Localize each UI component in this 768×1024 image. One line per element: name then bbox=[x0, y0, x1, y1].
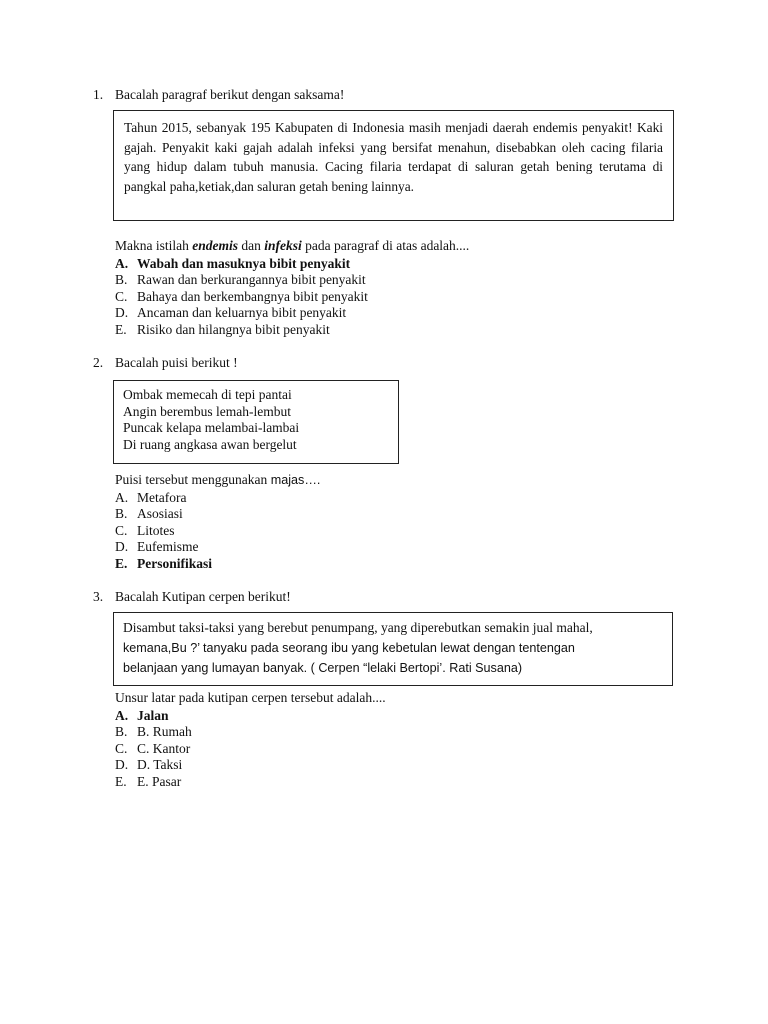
question-2-body bbox=[115, 472, 675, 573]
question-number: 1. bbox=[93, 87, 104, 102]
option-d[interactable]: D. D. Taksi bbox=[115, 757, 183, 773]
excerpt-box bbox=[113, 612, 673, 686]
poem-line: Ombak memecah di tepi pantai bbox=[123, 387, 292, 402]
question-text: Puisi tersebut menggunakan majas…. bbox=[115, 472, 321, 487]
option-a[interactable]: A. Jalan bbox=[115, 707, 169, 723]
question-stem: Bacalah Kutipan cerpen berikut! bbox=[115, 589, 291, 604]
option-e[interactable]: E. E. Pasar bbox=[115, 773, 182, 789]
poem-line: Di ruang angkasa awan bergelut bbox=[123, 436, 297, 452]
option-c[interactable]: C. Bahaya dan berkembangnya bibit penyakit bbox=[115, 288, 368, 304]
poem-line: Angin berembus lemah-lembut bbox=[123, 403, 291, 419]
term-infeksi: infeksi bbox=[264, 238, 302, 253]
question-3 bbox=[93, 589, 683, 606]
passage-text: Tahun 2015, sebanyak 195 Kabupaten di Indonesia masih menjadi daerah endemis penyakit! Kaki gajah. Penyakit kaki gajah adalah infeksi yang bersifat menahun, disebabkan oleh cacing filaria yang hidup dalam tubuh manusia. Cacing filaria terdapat di saluran getah bening terutama di pangkal paha,ketiak,dan saluran getah bening lainnya. bbox=[124, 120, 663, 194]
excerpt-line: belanjaan yang lumayan banyak. ( Cerpen “lelaki Bertopi’. Rati Susana) bbox=[123, 661, 523, 675]
option-d[interactable]: D. Ancaman dan keluarnya bibit penyakit bbox=[115, 305, 347, 321]
question-stem: Bacalah paragraf berikut dengan saksama! bbox=[115, 87, 345, 102]
option-a[interactable]: A. Metafora bbox=[115, 489, 187, 505]
option-b[interactable]: B. Asosiasi bbox=[115, 506, 183, 522]
option-d[interactable]: D. Eufemisme bbox=[115, 539, 199, 555]
question-1 bbox=[93, 87, 683, 104]
option-e[interactable]: E. Personifikasi bbox=[115, 555, 213, 571]
question-number: 3. bbox=[93, 589, 104, 604]
question-1-body bbox=[115, 238, 675, 339]
option-b[interactable]: B. Rawan dan berkurangannya bibit penyakit bbox=[115, 272, 366, 288]
question-number: 2. bbox=[93, 355, 104, 370]
option-c[interactable]: C. C. Kantor bbox=[115, 740, 191, 756]
question-2 bbox=[93, 355, 683, 372]
question-stem: Bacalah puisi berikut ! bbox=[115, 355, 238, 370]
question-3-body bbox=[115, 690, 675, 791]
passage-box bbox=[113, 110, 674, 221]
poem-box bbox=[113, 380, 399, 464]
term-endemis: endemis bbox=[192, 238, 238, 253]
option-c[interactable]: C. Litotes bbox=[115, 522, 175, 538]
question-text: Makna istilah endemis dan infeksi pada paragraf di atas adalah.... bbox=[115, 238, 470, 253]
poem-line: Puncak kelapa melambai-lambai bbox=[123, 420, 300, 436]
option-a[interactable]: A. Wabah dan masuknya bibit penyakit bbox=[115, 255, 351, 271]
excerpt-line: Disambut taksi-taksi yang berebut penumpang, yang diperebutkan semakin jual mahal, bbox=[123, 620, 593, 635]
option-e[interactable]: E. Risiko dan hilangnya bibit penyakit bbox=[115, 321, 330, 337]
option-b[interactable]: B. B. Rumah bbox=[115, 724, 192, 740]
question-text: Unsur latar pada kutipan cerpen tersebut adalah.... bbox=[115, 690, 386, 705]
excerpt-line: kemana,Bu ?’ tanyaku pada seorang ibu yang kebetulan lewat dengan tentengan bbox=[123, 641, 575, 655]
